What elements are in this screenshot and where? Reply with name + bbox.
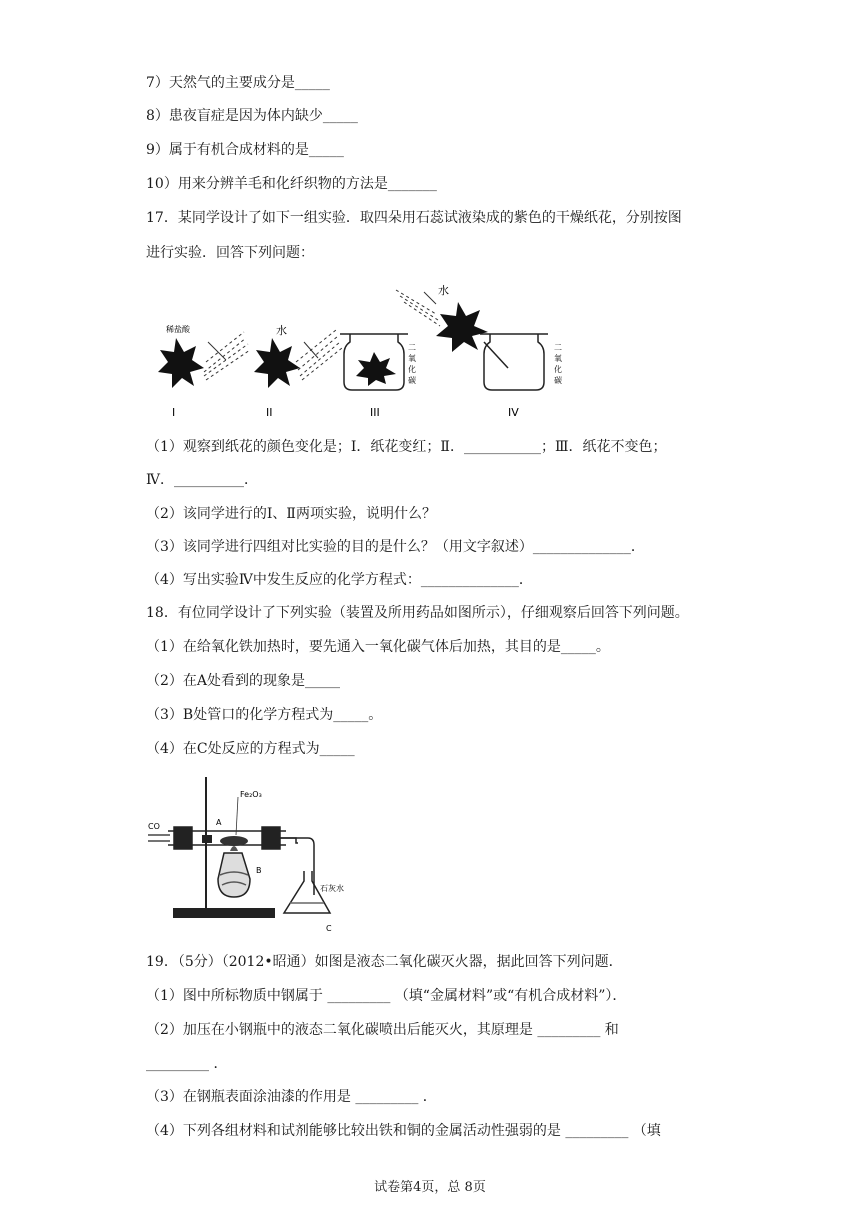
label-co2-2d: 碳	[554, 376, 562, 385]
page-footer: 试卷第4页，总 8页	[374, 1180, 486, 1195]
q17-part3: （3）该同学进行四组对比实验的目的是什么？（用文字叙述）______________．	[146, 539, 645, 555]
label-co: CO	[148, 822, 160, 831]
q17-part1-cont: Ⅳ．__________．	[146, 472, 258, 488]
label-dilute-hcl: 稀盐酸	[166, 325, 190, 334]
question-18-stem: 18．有位同学设计了下列实验（装置及所用药品如图所示），仔细观察后回答下列问题。	[146, 605, 689, 621]
q19-part4: （4）下列各组材料和试剂能够比较出铁和铜的金属活动性强弱的是 _________ （填	[146, 1123, 661, 1139]
spray-lines-2	[296, 330, 342, 380]
paper-flower-4	[436, 302, 488, 352]
figure-17-experiment	[146, 280, 586, 420]
q18-part3: （3）B处管口的化学方程式为_____。	[146, 707, 383, 723]
label-co2-1d: 碳	[408, 376, 416, 385]
q18-part2: （2）在A处看到的现象是_____	[146, 673, 341, 689]
q18-part1: （1）在给氧化铁加热时，要先通入一氧化碳气体后加热，其目的是_____。	[146, 639, 610, 655]
question-17-stem: 17．某同学设计了如下一组实验．取四朵用石蕊试液染成的紫色的干燥纸花，分别按图	[146, 210, 682, 226]
label-roman-1: I	[172, 406, 176, 419]
q17-part1: （1）观察到纸花的颜色变化是；Ⅰ．纸花变红；Ⅱ．___________；Ⅲ．纸花不变色；	[146, 439, 667, 455]
spray-lines-4	[396, 290, 440, 326]
q17-part2: （2）该同学进行的Ⅰ、Ⅱ两项实验，说明什么？	[146, 506, 436, 522]
label-co2-2c: 化	[554, 365, 562, 374]
q19-part3: （3）在钢瓶表面涂油漆的作用是 _________ ．	[146, 1089, 437, 1105]
label-fe2o3: Fe₂O₃	[240, 790, 262, 799]
question-line: 7）天然气的主要成分是_____	[146, 75, 330, 91]
label-water-2: 水	[438, 284, 449, 297]
q19-part2: （2）加压在小钢瓶中的液态二氧化碳喷出后能灭火，其原理是 _________ 和	[146, 1022, 619, 1038]
question-line: 10）用来分辨羊毛和化纤织物的方法是_______	[146, 176, 437, 192]
paper-flower-2	[254, 338, 300, 388]
spray-lines-1	[204, 332, 250, 380]
label-a: A	[216, 818, 222, 827]
iron-oxide	[220, 836, 248, 846]
co-inlet-arrow	[148, 835, 170, 841]
label-roman-2: II	[266, 406, 273, 419]
label-water: 水	[276, 324, 287, 337]
label-roman-4: IV	[508, 406, 519, 419]
question-line: 8）患夜盲症是因为体内缺少_____	[146, 108, 358, 124]
q19-part1: （1）图中所标物质中钢属于 _________ （填“金属材料”或“有机合成材料”）．	[146, 988, 627, 1004]
figure-18-apparatus	[146, 775, 366, 935]
label-co2-2b: 氧	[554, 354, 562, 363]
gas-jar-4	[480, 334, 548, 390]
label-b: B	[256, 866, 262, 875]
q19-part2-cont: _________ ．	[146, 1056, 228, 1072]
label-co2-2a: 二	[554, 343, 562, 352]
q17-part4: （4）写出实验Ⅳ中发生反应的化学方程式：______________．	[146, 572, 533, 588]
alcohol-lamp	[218, 853, 250, 897]
paper-flower-3	[356, 352, 396, 386]
label-co2-1c: 化	[408, 365, 416, 374]
label-roman-3: III	[370, 406, 380, 419]
question-19-stem: 19．（5分）（2012•昭通）如图是液态二氧化碳灭火器，据此回答下列问题．	[146, 954, 623, 970]
clamp	[202, 835, 212, 843]
question-17-stem-cont: 进行实验．回答下列问题：	[146, 245, 314, 261]
paper-flower-1	[158, 338, 204, 388]
label-co2-1b: 氧	[408, 354, 416, 363]
question-line: 9）属于有机合成材料的是_____	[146, 142, 344, 158]
flame	[230, 846, 238, 851]
q18-part4: （4）在C处反应的方程式为_____	[146, 741, 355, 757]
label-co2-1: 二	[408, 343, 416, 352]
label-c: C	[326, 924, 332, 933]
label-limewater: 石灰水	[320, 884, 344, 893]
